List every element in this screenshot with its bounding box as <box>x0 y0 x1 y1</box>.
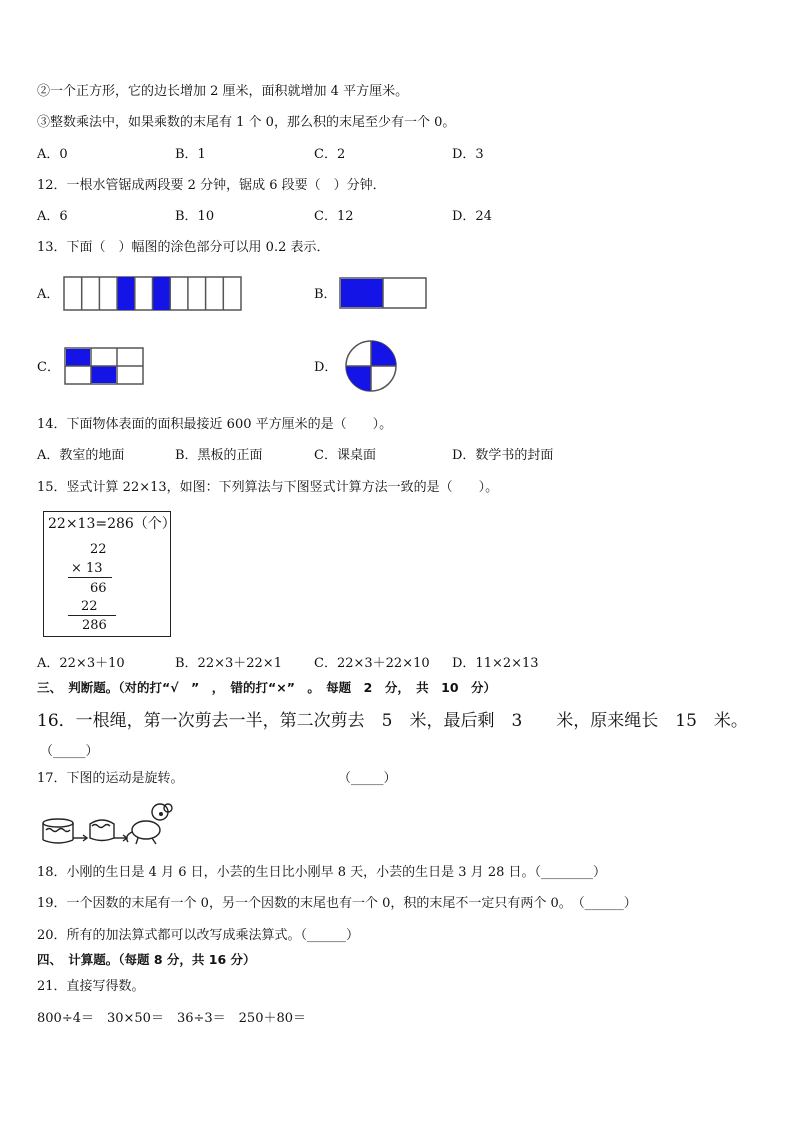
q12-option-b[interactable]: B．10 <box>175 209 215 224</box>
q13-label-c[interactable]: C． <box>37 360 60 375</box>
q21-text: 21．直接写得数。 <box>37 979 145 994</box>
section-3-heading: 三、 判断题。（对的打“√ ” ， 错的打“×” 。 每题 2 分， 共 10 分） <box>37 680 497 695</box>
calc-partial-1: 66 <box>90 581 107 596</box>
q21-expressions: 800÷4＝ 30×50＝ 36÷3＝ 250＋80＝ <box>37 1011 307 1026</box>
q14-text: 14．下面物体表面的面积最接近 600 平方厘米的是（ ）。 <box>37 417 393 432</box>
calc-multiplier: × 13 <box>71 561 103 576</box>
q13-figure-d <box>344 338 398 394</box>
q14-option-c[interactable]: C．课桌面 <box>314 448 376 463</box>
q11-option-a[interactable]: A．0 <box>37 147 68 162</box>
q17-text: 17．下图的运动是旋转。 <box>37 771 184 786</box>
q11-option-b[interactable]: B．1 <box>175 147 206 162</box>
calc-partial-2: 22 <box>81 599 98 614</box>
section-4-heading: 四、 计算题。（每题 8 分，共 16 分） <box>37 952 256 967</box>
calc-title: 22×13=286（个） <box>48 516 176 532</box>
q13-text: 13．下面（ ）幅图的涂色部分可以用 0.2 表示． <box>37 240 330 255</box>
q16-answer-blank[interactable]: （_____） <box>40 744 99 759</box>
rotation-motion-picture <box>40 800 180 848</box>
q15-option-c[interactable]: C．22×3＋22×10 <box>314 656 430 671</box>
q19-text: 19．一个因数的末尾有一个 0，另一个因数的末尾也有一个 0，积的末尾不一定只有两个 0。 （______） <box>37 896 637 911</box>
q13-label-a[interactable]: A． <box>37 287 60 302</box>
q13-figure-c <box>64 347 146 387</box>
q11-option-d[interactable]: D．3 <box>452 147 484 162</box>
q13-label-d[interactable]: D． <box>314 360 338 375</box>
statement-3: ③整数乘法中，如果乘数的末尾有 1 个 0，那么积的末尾至少有一个 0。 <box>37 115 456 130</box>
q15-option-a[interactable]: A．22×3＋10 <box>37 656 125 671</box>
q13-figure-b <box>339 277 429 311</box>
q14-option-a[interactable]: A．教室的地面 <box>37 448 125 463</box>
vertical-calculation-box <box>43 511 176 637</box>
q15-text: 15．竖式计算 22×13，如图：下列算法与下图竖式计算方法一致的是（ ）。 <box>37 480 499 495</box>
q14-option-b[interactable]: B．黑板的正面 <box>175 448 263 463</box>
q17-answer-blank[interactable]: （_____） <box>338 771 397 786</box>
q20-text: 20．所有的加法算式都可以改写成乘法算式。（______） <box>37 928 360 943</box>
q11-option-c[interactable]: C．2 <box>314 147 346 162</box>
q18-text: 18．小刚的生日是 4 月 6 日，小芸的生日比小刚早 8 天，小芸的生日是 3 月 28 日。（________） <box>37 865 606 880</box>
q13-figure-a <box>63 276 243 312</box>
calc-result: 286 <box>82 618 107 633</box>
q12-option-c[interactable]: C．12 <box>314 209 354 224</box>
q15-option-b[interactable]: B．22×3＋22×1 <box>175 656 282 671</box>
q15-option-d[interactable]: D．11×2×13 <box>452 656 539 671</box>
q12-option-a[interactable]: A．6 <box>37 209 68 224</box>
q14-option-d[interactable]: D．数学书的封面 <box>452 448 554 463</box>
q16-text: 16．一根绳，第一次剪去一半，第二次剪去 5 米，最后剩 3 米，原来绳长 15 米。 <box>37 711 748 731</box>
q12-option-d[interactable]: D．24 <box>452 209 492 224</box>
calc-multiplicand: 22 <box>90 542 107 557</box>
statement-2: ②一个正方形，它的边长增加 2 厘米，面积就增加 4 平方厘米。 <box>37 84 409 99</box>
q13-label-b[interactable]: B． <box>314 287 337 302</box>
q12-text: 12．一根水管锯成两段要 2 分钟，锯成 6 段要（ ）分钟． <box>37 178 386 193</box>
